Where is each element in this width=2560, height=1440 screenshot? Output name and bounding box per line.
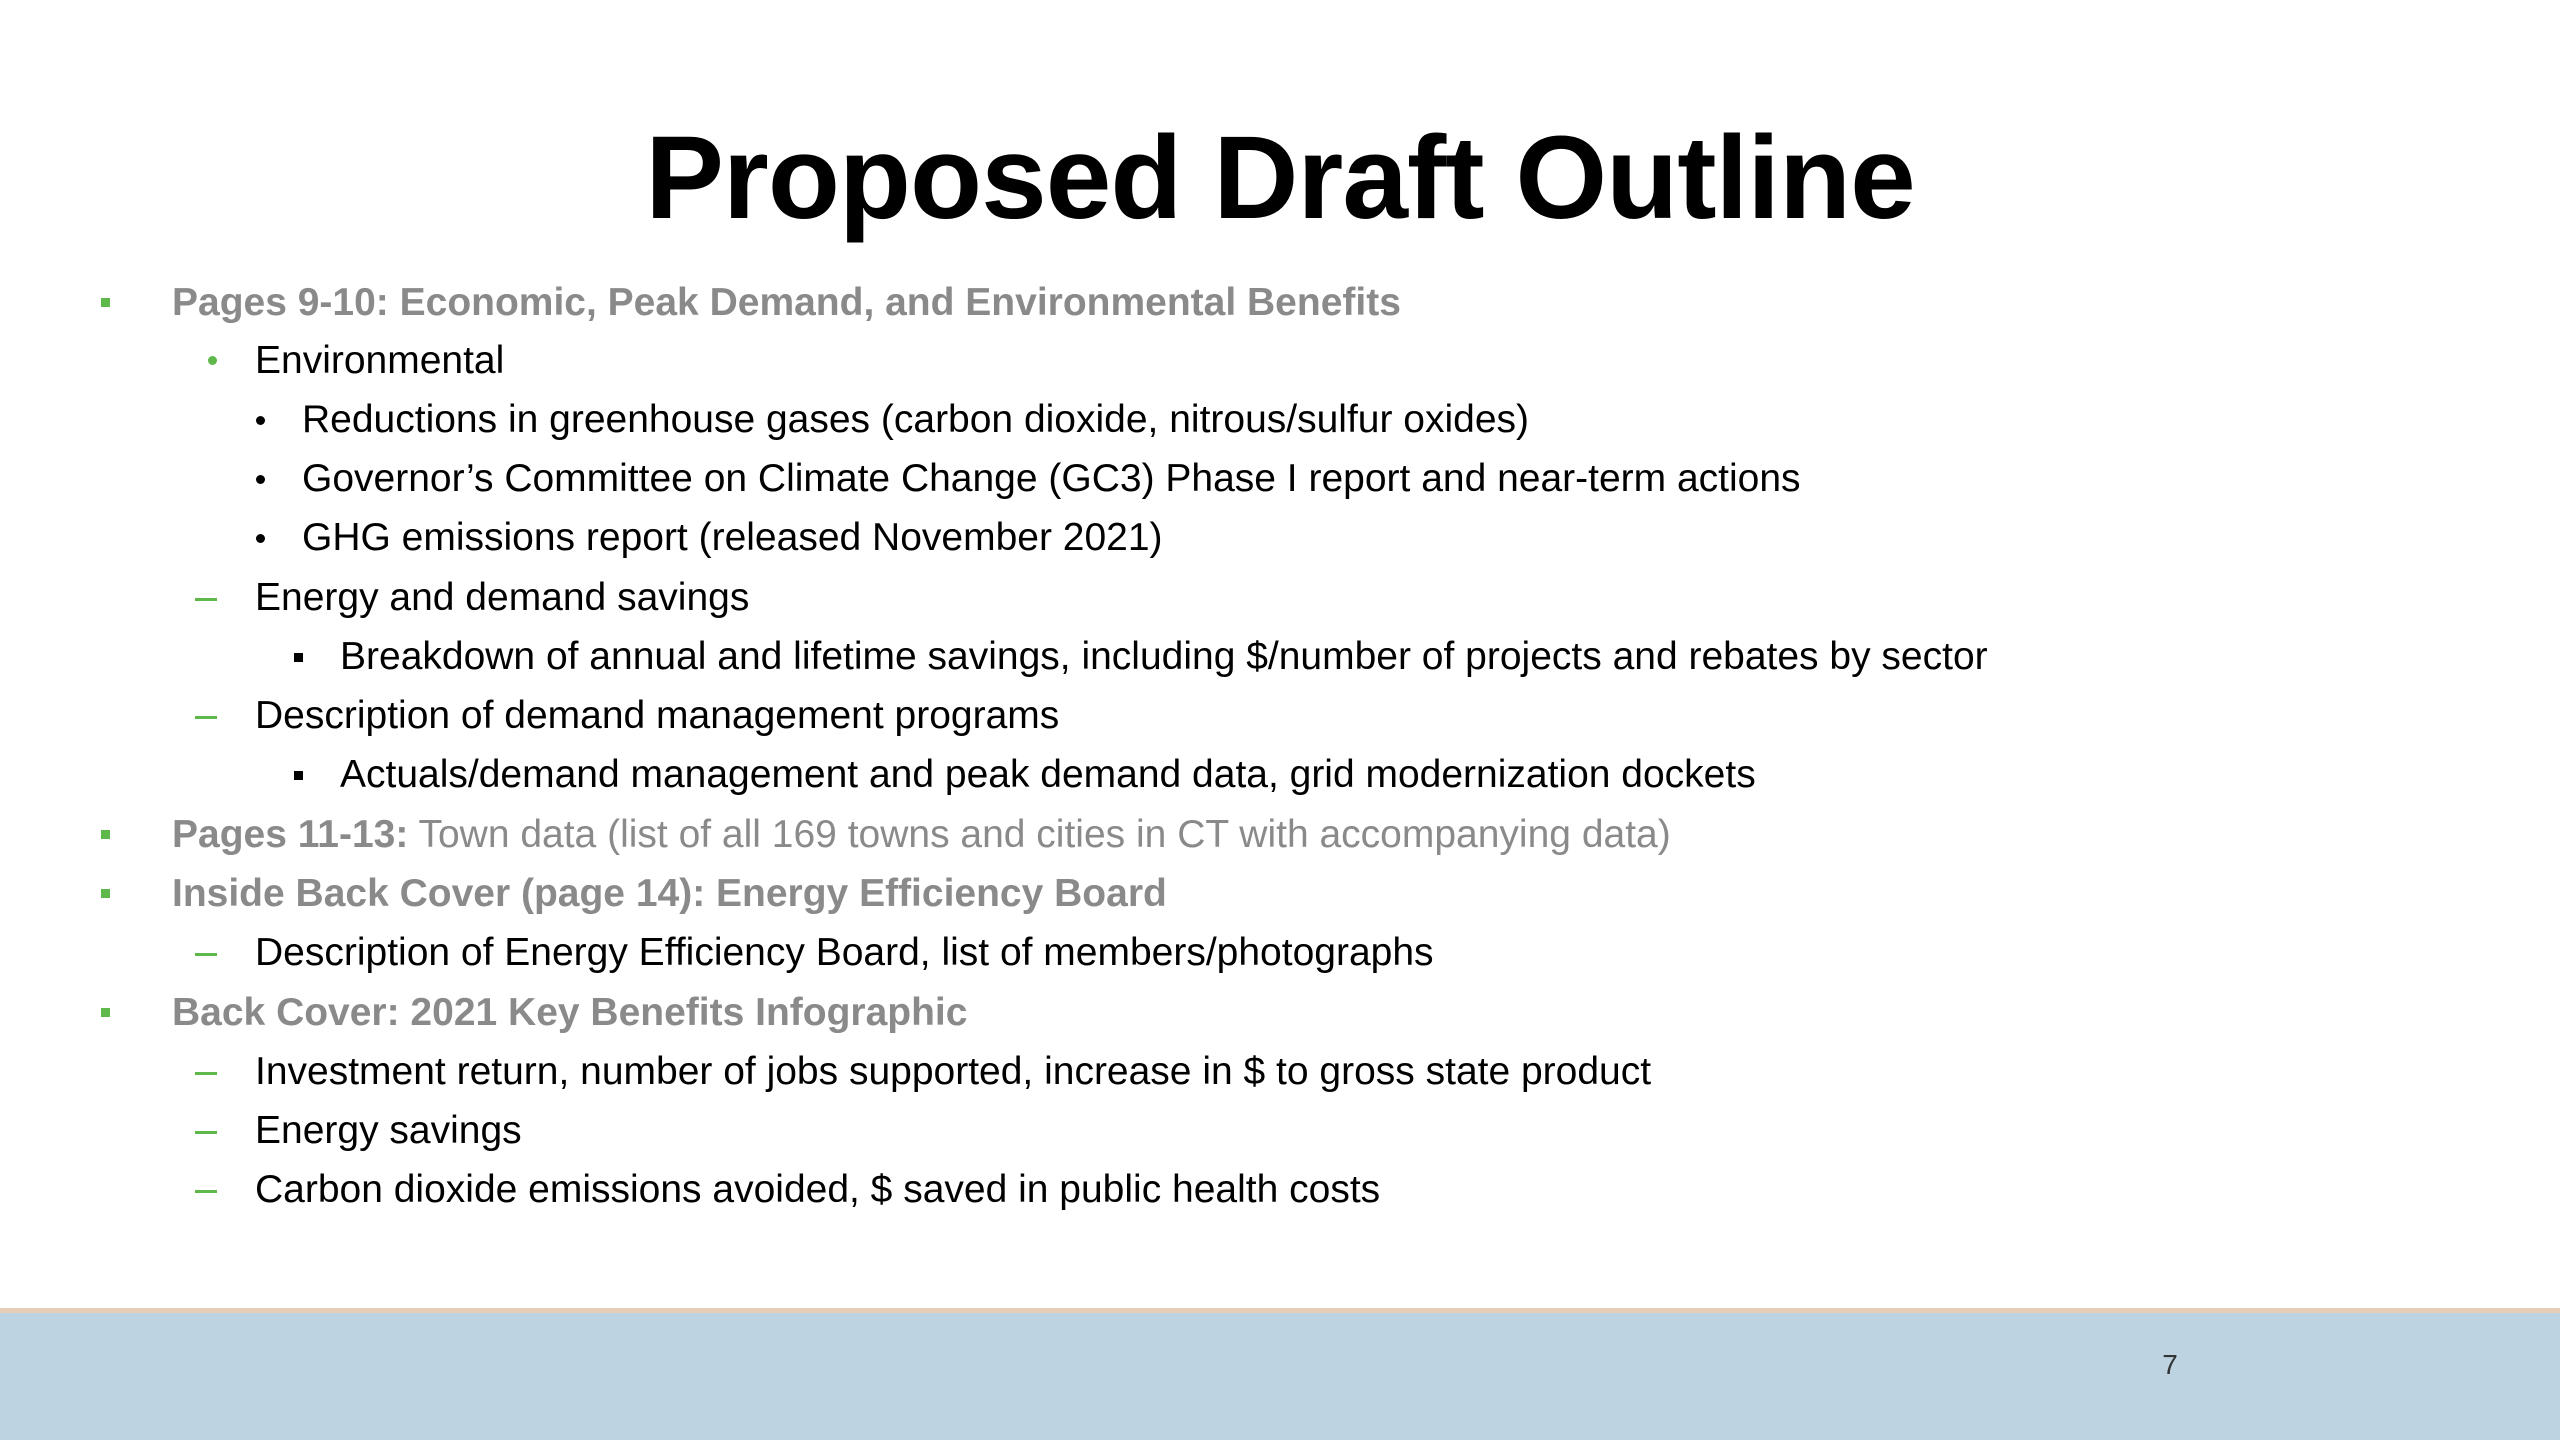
- green-dash-bullet-icon: [195, 716, 217, 719]
- item-text: Description of demand management programs: [255, 694, 1060, 737]
- subitem-text: Reductions in greenhouse gases (carbon dioxide, nitrous/sulfur oxides): [302, 398, 1530, 441]
- green-dash-bullet-icon: [195, 953, 217, 956]
- page-number: 7: [2162, 1349, 2178, 1380]
- green-dash-bullet-icon: [195, 598, 217, 601]
- black-dot-bullet-icon: [256, 475, 265, 484]
- item-text: Carbon dioxide emissions avoided, $ saved in public health costs: [255, 1168, 1381, 1211]
- heading-text: Back Cover: 2021 Key Benefits Infographic: [172, 991, 968, 1034]
- black-square-bullet-icon: [294, 771, 303, 780]
- slide-title: Proposed Draft Outline: [645, 112, 1915, 244]
- heading-text: Inside Back Cover (page 14): Energy Efficiency Board: [172, 872, 1167, 915]
- item-text: Energy savings: [255, 1109, 522, 1152]
- green-dash-bullet-icon: [195, 1131, 217, 1134]
- green-dash-bullet-icon: [195, 1190, 217, 1193]
- heading-text: [172, 805, 1671, 864]
- heading-bold-part: Pages 11-13:: [172, 813, 409, 856]
- green-dash-bullet-icon: [195, 1072, 217, 1075]
- heading-text: Pages 9-10: Economic, Peak Demand, and Environmental Benefits: [172, 281, 1401, 324]
- subitem-text: Governor’s Committee on Climate Change (GC3) Phase I report and near-term actions: [302, 457, 1801, 500]
- subitem-text: GHG emissions report (released November 2021): [302, 516, 1163, 559]
- green-dot-bullet-icon: [208, 356, 217, 365]
- black-dot-bullet-icon: [256, 534, 265, 543]
- green-square-bullet-icon: [101, 889, 110, 898]
- item-text: Description of Energy Efficiency Board, list of members/photographs: [255, 931, 1434, 974]
- green-square-bullet-icon: [101, 1008, 110, 1017]
- green-square-bullet-icon: [101, 830, 110, 839]
- item-text: Energy and demand savings: [255, 576, 750, 619]
- subitem-text: Actuals/demand management and peak demand data, grid modernization dockets: [340, 753, 1756, 796]
- item-text: Environmental: [255, 339, 505, 382]
- subitem-text: Breakdown of annual and lifetime savings, including $/number of projects and rebates by sector: [340, 635, 1988, 678]
- black-dot-bullet-icon: [256, 416, 265, 425]
- green-square-bullet-icon: [101, 298, 110, 307]
- heading-rest-part: Town data (list of all 169 towns and cities in CT with accompanying data): [408, 813, 1671, 856]
- black-square-bullet-icon: [294, 653, 303, 662]
- item-text: Investment return, number of jobs supported, increase in $ to gross state product: [255, 1050, 1652, 1093]
